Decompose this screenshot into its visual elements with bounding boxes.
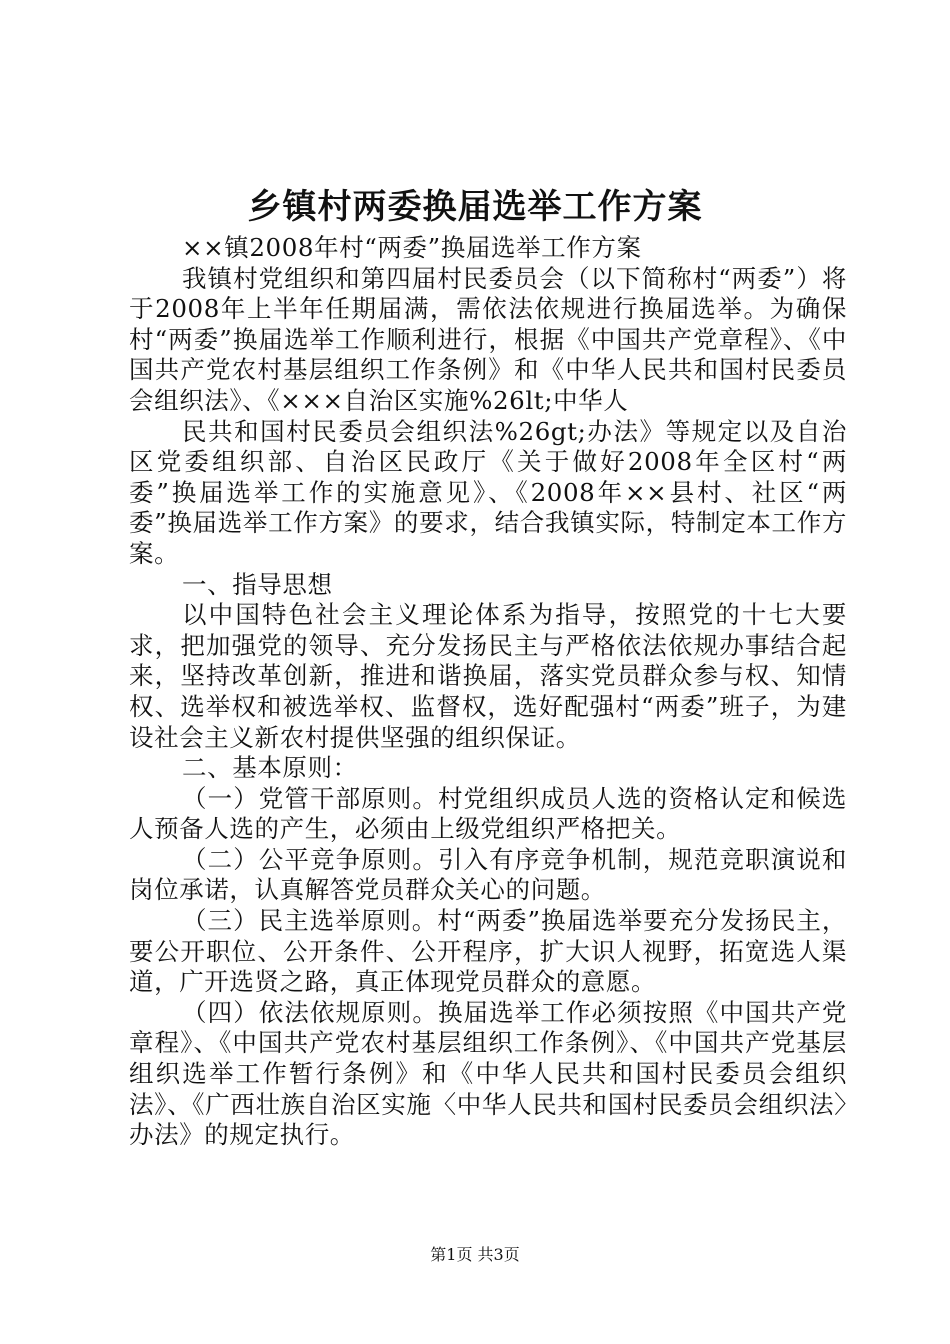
section-heading-basic-principles: 二、基本原则： (182, 753, 358, 783)
page-number-footer: 第1页 共3页 (430, 1245, 520, 1264)
principle-paragraph-2: （二）公平竞争原则。引入有序竞争机制，规范竞职演说和岗位承诺，认真解答党员群众关心的问题。 (129, 844, 847, 905)
intro-continuation-paragraph: 民共和国村民委员会组织法%26gt;办法》等规定以及自治区党委组织部、自治区民政厅《关于做好2008年全区村“两委”换届选举工作的实施意见》、《2008年××县村、社区“两委”换届选举工作方案》的要求，结合我镇实际，特制定本工作方案。 (129, 416, 847, 568)
guiding-ideology-paragraph: 以中国特色社会主义理论体系为指导，按照党的十七大要求，把加强党的领导、充分发扬民主与严格依法依规办事结合起来，坚持改革创新，推进和谐换届，落实党员群众参与权、知情权、选举权和被选举权、监督权，选好配强村“两委”班子，为建设社会主义新农村提供坚强的组织保证。 (129, 600, 847, 752)
document-body (129, 233, 847, 1151)
subtitle-paragraph: ××镇2008年村“两委”换届选举工作方案 (182, 233, 642, 262)
principle-paragraph-1: （一）党管干部原则。村党组织成员人选的资格认定和候选人预备人选的产生，必须由上级党组织严格把关。 (129, 783, 847, 844)
document-title: 乡镇村两委换届选举工作方案 (247, 187, 703, 227)
principle-paragraph-3: （三）民主选举原则。村“两委”换届选举要充分发扬民主，要公开职位、公开条件、公开程序，扩大识人视野，拓宽选人渠道，广开选贤之路，真正体现党员群众的意愿。 (129, 906, 847, 997)
section-heading-guiding-ideology: 一、指导思想 (182, 569, 333, 599)
intro-paragraph: 我镇村党组织和第四届村民委员会（以下简称村“两委”）将于2008年上半年任期届满，需依法依规进行换届选举。为确保村“两委”换届选举工作顺利进行，根据《中国共产党章程》、《中国共产党农村基层组织工作条例》和《中华人民共和国村民委员会组织法》、《×××自治区实施%26lt;中华人 (129, 263, 847, 415)
principle-paragraph-4: （四）依法依规原则。换届选举工作必须按照《中国共产党章程》、《中国共产党农村基层组织工作条例》、《中国共产党基层组织选举工作暂行条例》和《中华人民共和国村民委员会组织法》、《广西壮族自治区实施〈中华人民共和国村民委员会组织法〉办法》的规定执行。 (129, 997, 847, 1150)
